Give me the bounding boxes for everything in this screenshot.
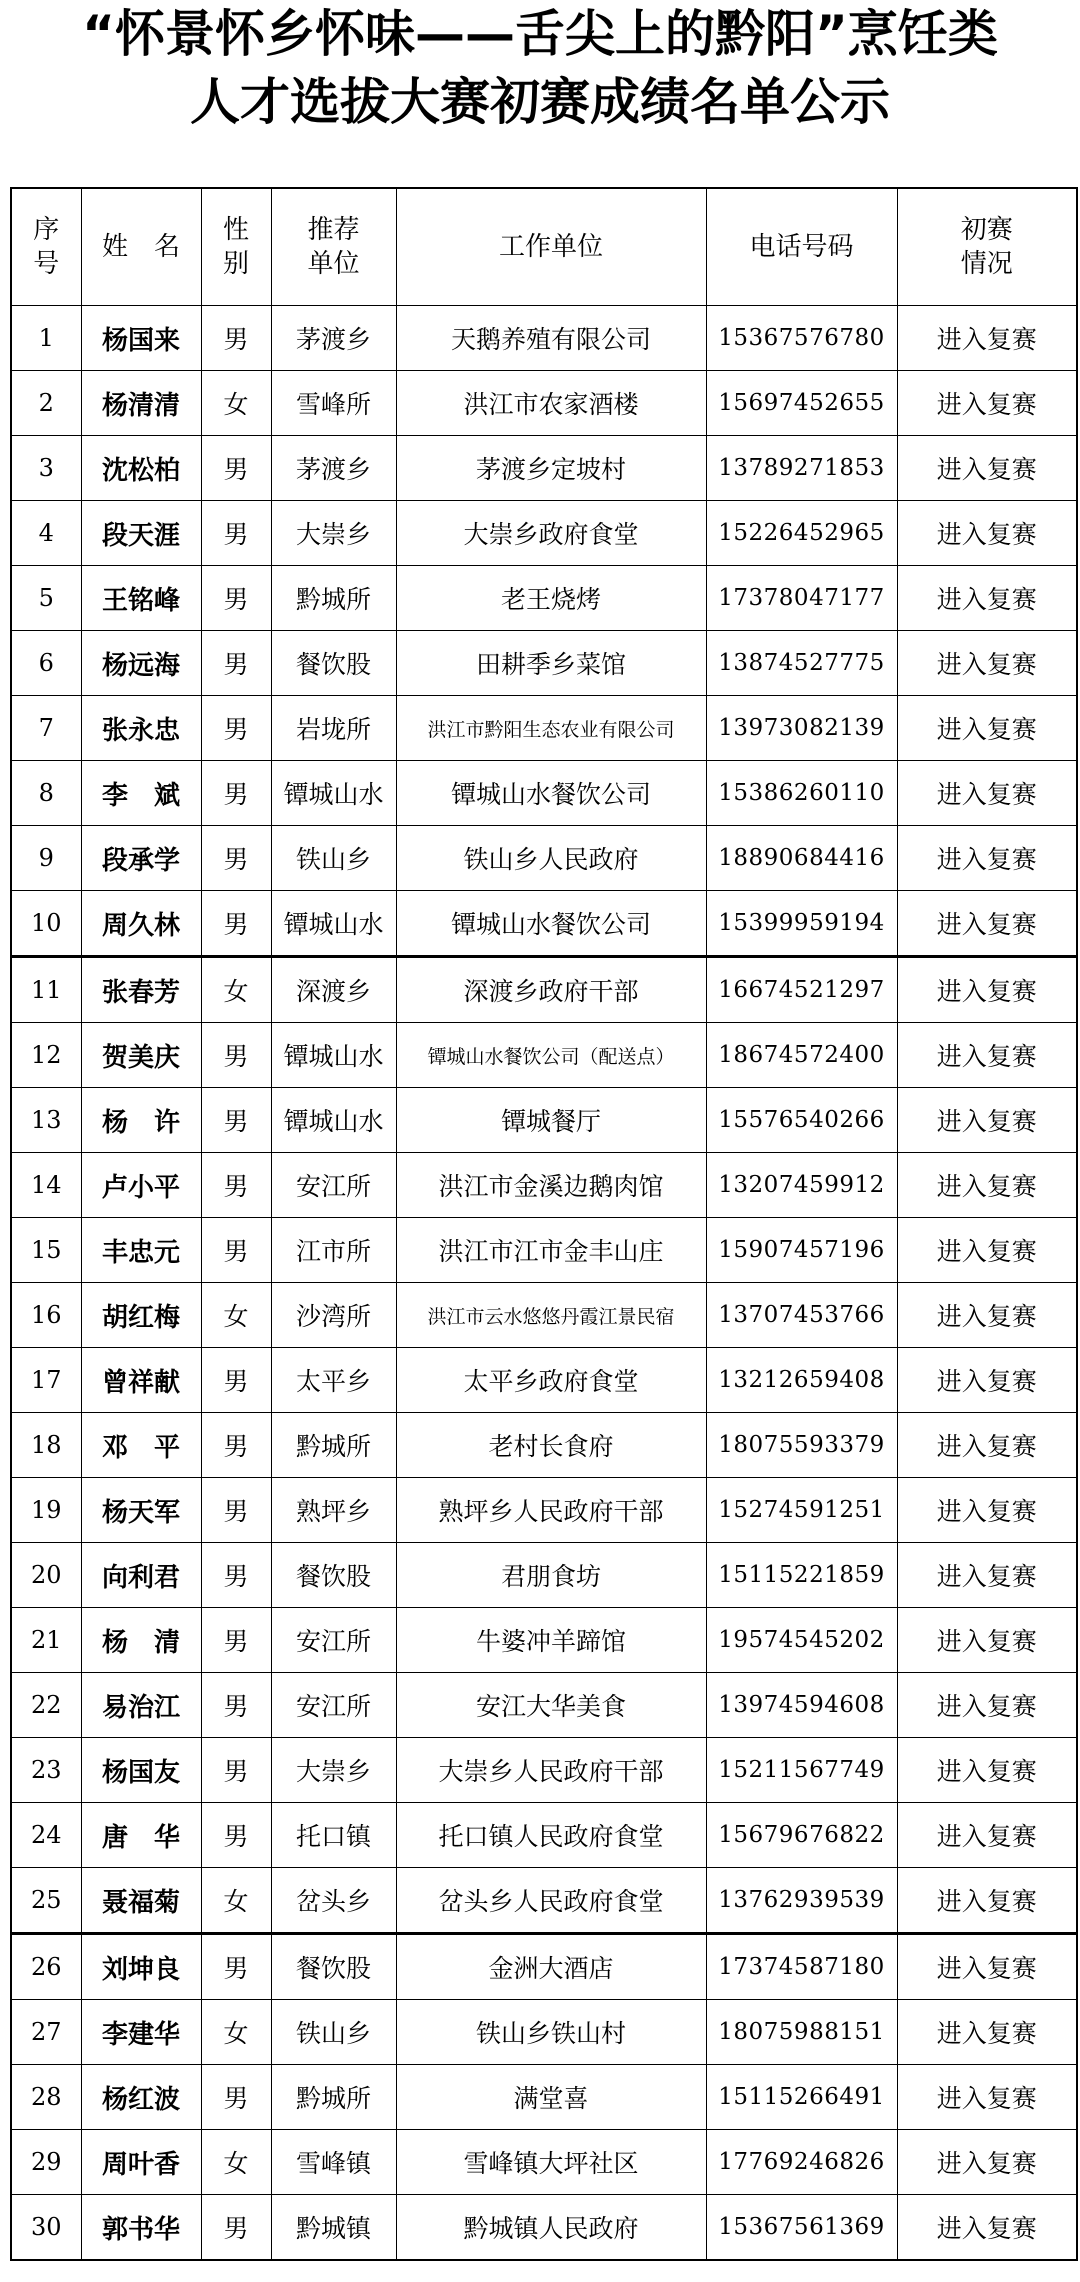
cell-gender: 女 [201, 1283, 271, 1348]
cell-seq: 26 [11, 1934, 81, 2000]
cell-seq: 4 [11, 501, 81, 566]
table-row [11, 1153, 1077, 1218]
cell-result: 进入复赛 [897, 1608, 1077, 1673]
cell-result: 进入复赛 [897, 2000, 1077, 2065]
cell-result: 进入复赛 [897, 501, 1077, 566]
cell-name: 丰忠元 [81, 1218, 201, 1283]
cell-seq: 3 [11, 436, 81, 501]
cell-gender: 男 [201, 2195, 271, 2261]
cell-unit: 安江所 [271, 1608, 396, 1673]
table-row [11, 2000, 1077, 2065]
header-work: 工作单位 [396, 188, 706, 306]
cell-result: 进入复赛 [897, 826, 1077, 891]
cell-seq: 10 [11, 891, 81, 957]
cell-phone: 15367561369 [706, 2195, 897, 2261]
cell-seq: 21 [11, 1608, 81, 1673]
cell-phone: 16674521297 [706, 957, 897, 1023]
cell-result: 进入复赛 [897, 566, 1077, 631]
cell-result: 进入复赛 [897, 1283, 1077, 1348]
cell-seq: 16 [11, 1283, 81, 1348]
cell-unit: 托口镇 [271, 1803, 396, 1868]
cell-work: 大崇乡人民政府干部 [396, 1738, 706, 1803]
cell-gender: 女 [201, 957, 271, 1023]
table-row [11, 1478, 1077, 1543]
table-row [11, 1608, 1077, 1673]
cell-gender: 男 [201, 631, 271, 696]
cell-phone: 13974594608 [706, 1673, 897, 1738]
cell-seq: 14 [11, 1153, 81, 1218]
cell-seq: 27 [11, 2000, 81, 2065]
cell-unit: 黔城所 [271, 2065, 396, 2130]
cell-work: 大崇乡政府食堂 [396, 501, 706, 566]
cell-result: 进入复赛 [897, 1348, 1077, 1413]
cell-seq: 22 [11, 1673, 81, 1738]
cell-gender: 男 [201, 566, 271, 631]
cell-seq: 24 [11, 1803, 81, 1868]
cell-unit: 餐饮股 [271, 1543, 396, 1608]
table-row [11, 957, 1077, 1023]
cell-unit: 茅渡乡 [271, 306, 396, 371]
cell-name: 杨天军 [81, 1478, 201, 1543]
cell-phone: 13874527775 [706, 631, 897, 696]
cell-unit: 镡城山水 [271, 761, 396, 826]
table-row [11, 1543, 1077, 1608]
cell-seq: 19 [11, 1478, 81, 1543]
cell-seq: 29 [11, 2130, 81, 2195]
cell-name: 杨国友 [81, 1738, 201, 1803]
cell-gender: 男 [201, 1608, 271, 1673]
table-row [11, 371, 1077, 436]
cell-work: 深渡乡政府干部 [396, 957, 706, 1023]
cell-phone: 15226452965 [706, 501, 897, 566]
header-unit: 推荐单位 [271, 188, 396, 306]
cell-work: 洪江市农家酒楼 [396, 371, 706, 436]
cell-work: 洪江市金溪边鹅肉馆 [396, 1153, 706, 1218]
cell-name: 周叶香 [81, 2130, 201, 2195]
cell-work: 黔城镇人民政府 [396, 2195, 706, 2261]
table-row [11, 566, 1077, 631]
table-row [11, 436, 1077, 501]
cell-seq: 30 [11, 2195, 81, 2261]
cell-gender: 男 [201, 826, 271, 891]
table-row [11, 1283, 1077, 1348]
cell-seq: 13 [11, 1088, 81, 1153]
cell-work: 雪峰镇大坪社区 [396, 2130, 706, 2195]
cell-phone: 13789271853 [706, 436, 897, 501]
cell-work: 老王烧烤 [396, 566, 706, 631]
cell-work: 铁山乡人民政府 [396, 826, 706, 891]
cell-work: 镡城餐厅 [396, 1088, 706, 1153]
cell-seq: 11 [11, 957, 81, 1023]
cell-unit: 深渡乡 [271, 957, 396, 1023]
cell-work: 洪江市江市金丰山庄 [396, 1218, 706, 1283]
table-row [11, 2065, 1077, 2130]
cell-name: 向利君 [81, 1543, 201, 1608]
cell-gender: 男 [201, 696, 271, 761]
cell-name: 杨国来 [81, 306, 201, 371]
table-row [11, 891, 1077, 957]
cell-unit: 镡城山水 [271, 891, 396, 957]
cell-work: 田耕季乡菜馆 [396, 631, 706, 696]
cell-phone: 18890684416 [706, 826, 897, 891]
cell-name: 贺美庆 [81, 1023, 201, 1088]
cell-result: 进入复赛 [897, 1413, 1077, 1478]
cell-result: 进入复赛 [897, 1218, 1077, 1283]
results-table [10, 187, 1078, 2261]
cell-name: 杨 许 [81, 1088, 201, 1153]
cell-gender: 男 [201, 1023, 271, 1088]
cell-gender: 男 [201, 2065, 271, 2130]
header-phone: 电话号码 [706, 188, 897, 306]
cell-unit: 安江所 [271, 1673, 396, 1738]
cell-unit: 岩垅所 [271, 696, 396, 761]
cell-result: 进入复赛 [897, 2130, 1077, 2195]
cell-name: 张永忠 [81, 696, 201, 761]
table-row [11, 2195, 1077, 2261]
cell-work: 君朋食坊 [396, 1543, 706, 1608]
cell-work: 洪江市黔阳生态农业有限公司 [396, 696, 706, 761]
cell-phone: 15697452655 [706, 371, 897, 436]
cell-name: 王铭峰 [81, 566, 201, 631]
cell-gender: 男 [201, 436, 271, 501]
cell-name: 易治江 [81, 1673, 201, 1738]
cell-gender: 男 [201, 1738, 271, 1803]
cell-seq: 5 [11, 566, 81, 631]
table-row [11, 306, 1077, 371]
cell-phone: 18674572400 [706, 1023, 897, 1088]
cell-name: 胡红梅 [81, 1283, 201, 1348]
table-row [11, 501, 1077, 566]
cell-phone: 15211567749 [706, 1738, 897, 1803]
cell-seq: 1 [11, 306, 81, 371]
cell-unit: 黔城所 [271, 566, 396, 631]
cell-work: 岔头乡人民政府食堂 [396, 1868, 706, 1934]
cell-result: 进入复赛 [897, 1868, 1077, 1934]
cell-work: 镡城山水餐饮公司（配送点） [396, 1023, 706, 1088]
table-row [11, 696, 1077, 761]
cell-unit: 茅渡乡 [271, 436, 396, 501]
cell-seq: 12 [11, 1023, 81, 1088]
cell-name: 曾祥献 [81, 1348, 201, 1413]
cell-gender: 男 [201, 1218, 271, 1283]
cell-unit: 黔城所 [271, 1413, 396, 1478]
cell-gender: 男 [201, 1934, 271, 2000]
cell-phone: 15386260110 [706, 761, 897, 826]
cell-phone: 15115266491 [706, 2065, 897, 2130]
cell-name: 段天涯 [81, 501, 201, 566]
cell-unit: 餐饮股 [271, 1934, 396, 2000]
cell-gender: 男 [201, 1543, 271, 1608]
cell-name: 张春芳 [81, 957, 201, 1023]
cell-result: 进入复赛 [897, 1153, 1077, 1218]
cell-work: 茅渡乡定坡村 [396, 436, 706, 501]
cell-result: 进入复赛 [897, 696, 1077, 761]
cell-unit: 岔头乡 [271, 1868, 396, 1934]
table-row [11, 1673, 1077, 1738]
cell-result: 进入复赛 [897, 1023, 1077, 1088]
cell-result: 进入复赛 [897, 2195, 1077, 2261]
cell-unit: 铁山乡 [271, 2000, 396, 2065]
cell-result: 进入复赛 [897, 1088, 1077, 1153]
cell-phone: 13973082139 [706, 696, 897, 761]
cell-work: 镡城山水餐饮公司 [396, 891, 706, 957]
cell-unit: 黔城镇 [271, 2195, 396, 2261]
table-row [11, 631, 1077, 696]
title-line-2: 人才选拔大赛初赛成绩名单公示 [190, 73, 890, 131]
table-row [11, 1218, 1077, 1283]
header-result: 初赛情况 [897, 188, 1077, 306]
cell-result: 进入复赛 [897, 761, 1077, 826]
cell-phone: 17769246826 [706, 2130, 897, 2195]
table-row [11, 1413, 1077, 1478]
cell-seq: 6 [11, 631, 81, 696]
cell-name: 李建华 [81, 2000, 201, 2065]
table-row [11, 1348, 1077, 1413]
cell-phone: 15274591251 [706, 1478, 897, 1543]
cell-phone: 13707453766 [706, 1283, 897, 1348]
cell-gender: 女 [201, 1868, 271, 1934]
cell-gender: 男 [201, 1348, 271, 1413]
cell-name: 刘坤良 [81, 1934, 201, 2000]
cell-name: 杨清清 [81, 371, 201, 436]
cell-work: 铁山乡铁山村 [396, 2000, 706, 2065]
cell-seq: 7 [11, 696, 81, 761]
cell-phone: 15399959194 [706, 891, 897, 957]
cell-result: 进入复赛 [897, 1478, 1077, 1543]
cell-gender: 男 [201, 891, 271, 957]
cell-work: 镡城山水餐饮公司 [396, 761, 706, 826]
cell-gender: 男 [201, 1088, 271, 1153]
cell-unit: 雪峰所 [271, 371, 396, 436]
cell-result: 进入复赛 [897, 306, 1077, 371]
cell-work: 牛婆冲羊蹄馆 [396, 1608, 706, 1673]
cell-unit: 江市所 [271, 1218, 396, 1283]
cell-work: 满堂喜 [396, 2065, 706, 2130]
cell-result: 进入复赛 [897, 1738, 1077, 1803]
cell-name: 李 斌 [81, 761, 201, 826]
cell-work: 金洲大酒店 [396, 1934, 706, 2000]
table-row [11, 1738, 1077, 1803]
cell-result: 进入复赛 [897, 1934, 1077, 2000]
cell-name: 周久林 [81, 891, 201, 957]
cell-phone: 18075988151 [706, 2000, 897, 2065]
table-row [11, 826, 1077, 891]
cell-name: 杨 清 [81, 1608, 201, 1673]
table-row [11, 1803, 1077, 1868]
cell-name: 聂福菊 [81, 1868, 201, 1934]
cell-work: 托口镇人民政府食堂 [396, 1803, 706, 1868]
cell-work: 天鹅养殖有限公司 [396, 306, 706, 371]
cell-result: 进入复赛 [897, 1803, 1077, 1868]
cell-name: 郭书华 [81, 2195, 201, 2261]
cell-gender: 男 [201, 1478, 271, 1543]
cell-phone: 15367576780 [706, 306, 897, 371]
cell-phone: 15907457196 [706, 1218, 897, 1283]
cell-phone: 15115221859 [706, 1543, 897, 1608]
table-header-row [11, 188, 1077, 306]
cell-gender: 男 [201, 761, 271, 826]
cell-unit: 熟坪乡 [271, 1478, 396, 1543]
cell-result: 进入复赛 [897, 371, 1077, 436]
cell-name: 杨红波 [81, 2065, 201, 2130]
cell-seq: 20 [11, 1543, 81, 1608]
header-name: 姓 名 [81, 188, 201, 306]
table-row [11, 2130, 1077, 2195]
cell-unit: 太平乡 [271, 1348, 396, 1413]
cell-result: 进入复赛 [897, 2065, 1077, 2130]
cell-work: 太平乡政府食堂 [396, 1348, 706, 1413]
cell-phone: 19574545202 [706, 1608, 897, 1673]
cell-work: 安江大华美食 [396, 1673, 706, 1738]
cell-gender: 女 [201, 2130, 271, 2195]
cell-unit: 镡城山水 [271, 1023, 396, 1088]
table-row [11, 761, 1077, 826]
cell-gender: 女 [201, 2000, 271, 2065]
cell-gender: 男 [201, 1803, 271, 1868]
cell-result: 进入复赛 [897, 1543, 1077, 1608]
cell-seq: 18 [11, 1413, 81, 1478]
cell-gender: 男 [201, 1413, 271, 1478]
cell-unit: 大崇乡 [271, 1738, 396, 1803]
cell-seq: 9 [11, 826, 81, 891]
cell-work: 熟坪乡人民政府干部 [396, 1478, 706, 1543]
cell-phone: 13207459912 [706, 1153, 897, 1218]
cell-phone: 17378047177 [706, 566, 897, 631]
cell-name: 卢小平 [81, 1153, 201, 1218]
cell-name: 段承学 [81, 826, 201, 891]
cell-name: 唐 华 [81, 1803, 201, 1868]
cell-work: 老村长食府 [396, 1413, 706, 1478]
table-row [11, 1934, 1077, 2000]
table-row [11, 1868, 1077, 1934]
cell-gender: 男 [201, 306, 271, 371]
cell-unit: 镡城山水 [271, 1088, 396, 1153]
table-body [11, 306, 1077, 2261]
cell-seq: 8 [11, 761, 81, 826]
cell-gender: 女 [201, 371, 271, 436]
cell-gender: 男 [201, 1673, 271, 1738]
cell-phone: 15576540266 [706, 1088, 897, 1153]
cell-phone: 18075593379 [706, 1413, 897, 1478]
cell-name: 邓 平 [81, 1413, 201, 1478]
cell-name: 沈松柏 [81, 436, 201, 501]
cell-unit: 雪峰镇 [271, 2130, 396, 2195]
cell-seq: 2 [11, 371, 81, 436]
cell-unit: 餐饮股 [271, 631, 396, 696]
cell-gender: 男 [201, 1153, 271, 1218]
cell-phone: 13762939539 [706, 1868, 897, 1934]
cell-work: 洪江市云水悠悠丹霞江景民宿 [396, 1283, 706, 1348]
cell-unit: 沙湾所 [271, 1283, 396, 1348]
cell-seq: 17 [11, 1348, 81, 1413]
cell-unit: 安江所 [271, 1153, 396, 1218]
cell-phone: 15679676822 [706, 1803, 897, 1868]
cell-seq: 15 [11, 1218, 81, 1283]
cell-unit: 铁山乡 [271, 826, 396, 891]
cell-phone: 13212659408 [706, 1348, 897, 1413]
cell-seq: 23 [11, 1738, 81, 1803]
header-seq: 序号 [11, 188, 81, 306]
cell-result: 进入复赛 [897, 1673, 1077, 1738]
header-gender: 性别 [201, 188, 271, 306]
cell-result: 进入复赛 [897, 891, 1077, 957]
table-row [11, 1023, 1077, 1088]
cell-name: 杨远海 [81, 631, 201, 696]
cell-phone: 17374587180 [706, 1934, 897, 2000]
table-row [11, 1088, 1077, 1153]
cell-result: 进入复赛 [897, 631, 1077, 696]
cell-result: 进入复赛 [897, 957, 1077, 1023]
cell-seq: 25 [11, 1868, 81, 1934]
cell-gender: 男 [201, 501, 271, 566]
title-line-1: “怀景怀乡怀味——舌尖上的黔阳”烹饪类 [82, 5, 998, 63]
cell-unit: 大崇乡 [271, 501, 396, 566]
cell-result: 进入复赛 [897, 436, 1077, 501]
cell-seq: 28 [11, 2065, 81, 2130]
